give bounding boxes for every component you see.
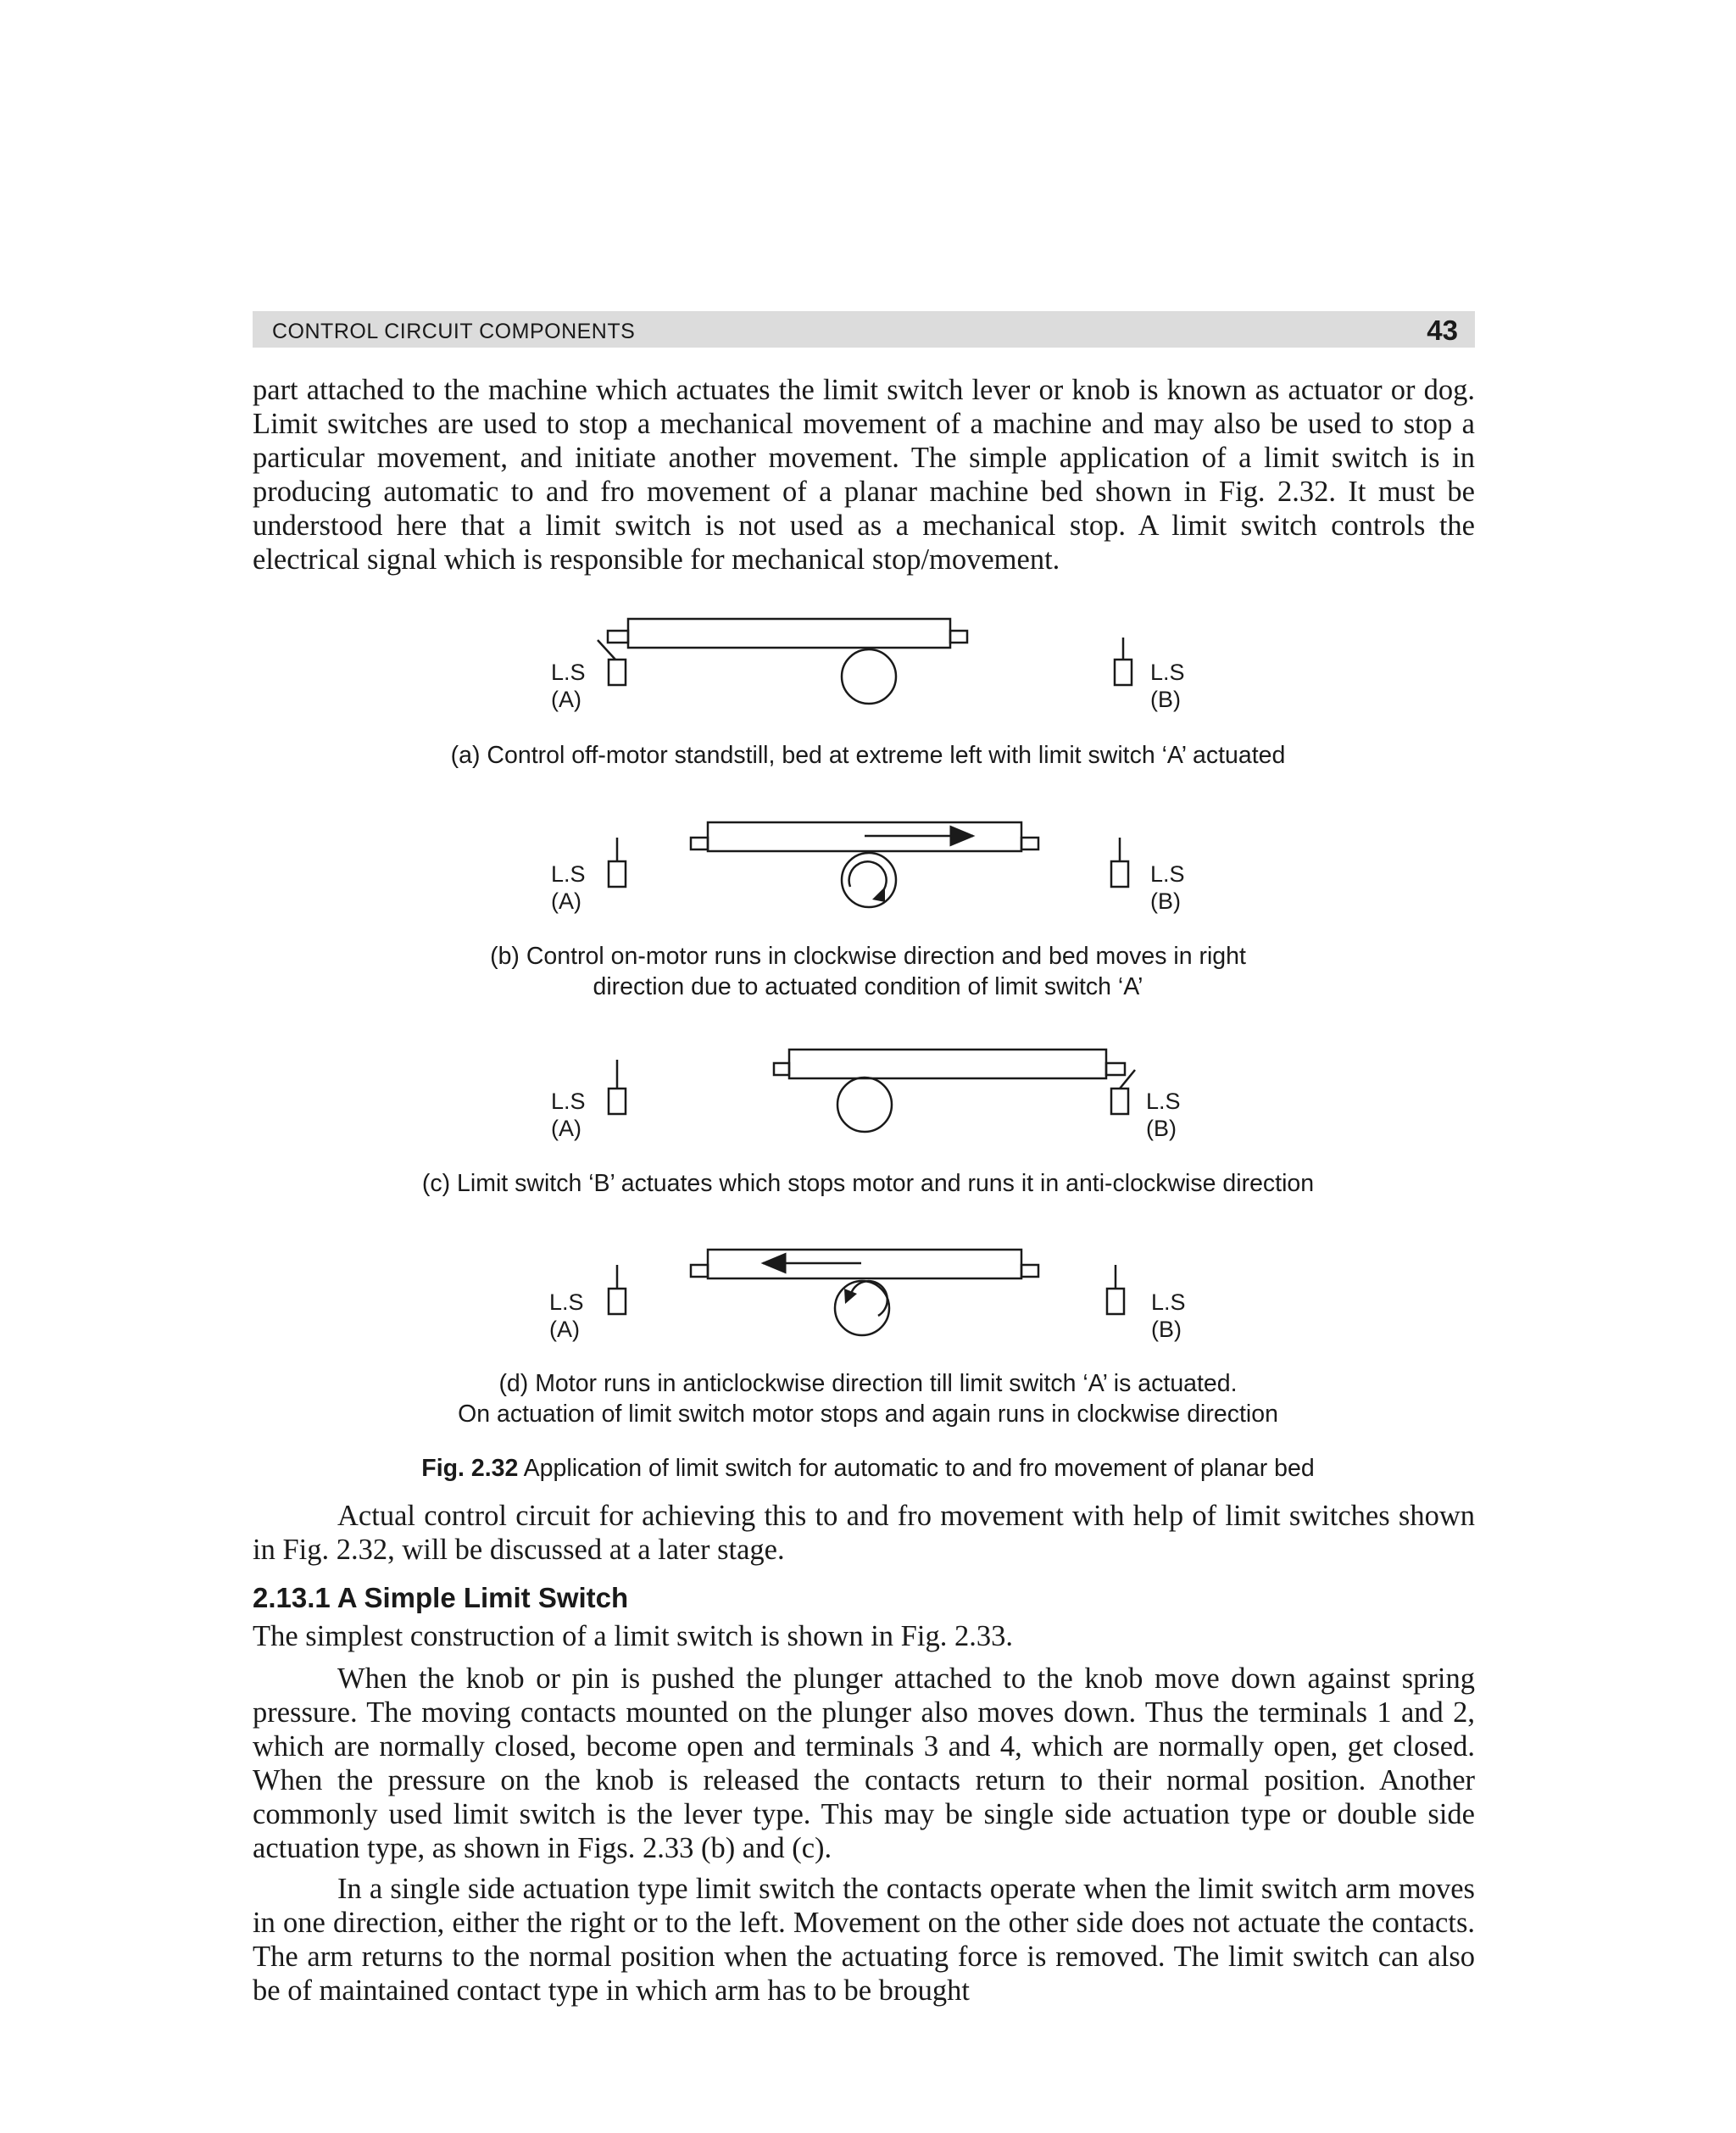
panel-c-caption — [0, 1168, 1736, 1199]
anticlockwise-arrow-icon — [850, 1281, 887, 1316]
bed-left-tab — [774, 1063, 789, 1075]
ls-b-label: (B) — [1146, 1116, 1177, 1141]
ls-label-b: L.S — [1150, 660, 1185, 685]
paragraph-knob: When the knob or pin is pushed the plunger attached to the knob move down against spring pressure. The moving contacts mounted on the plunger also moves down. Thus the terminals 1 and 2, which are normally closed, become open and terminals 3 and 4, which are normally open, get closed. When the pressure on the knob is released the contacts return to their normal position. Another commonly used limit switch is the lever type. This may be single side actuation type or double side actuation type, as shown in Figs. 2.33 (b) and (c). — [253, 1662, 1475, 1864]
panel-a-caption — [0, 740, 1736, 771]
page-number: 43 — [1427, 315, 1458, 346]
panel-a-diagram — [551, 619, 1185, 712]
caption-line: (b) Control on-motor runs in clockwise direction and bed moves in right — [490, 943, 1246, 970]
ls-label-b: L.S — [1150, 861, 1185, 887]
figure-caption — [0, 1455, 1736, 1483]
limit-switch-a — [609, 1289, 626, 1314]
limit-switch-b — [1111, 861, 1128, 887]
ls-label-b: L.S — [1151, 1289, 1186, 1315]
bed-right-tab — [1021, 838, 1038, 849]
limit-switch-a — [609, 660, 626, 685]
clockwise-arrow-icon — [849, 861, 887, 894]
planar-bed — [708, 1250, 1021, 1278]
motor — [842, 649, 896, 704]
planar-bed — [628, 619, 950, 648]
limit-switch-b — [1111, 1089, 1128, 1114]
after-figure-paragraph: Actual control circuit for achieving this to and fro movement with help of limit switches shown in Fig. 2.32, will be discussed at a later stage. — [253, 1500, 1475, 1566]
ls-b-label: (B) — [1150, 687, 1181, 712]
figure-label: Fig. 2.32 — [421, 1455, 519, 1482]
ls-a-label: (A) — [549, 1317, 580, 1342]
panel-c-diagram — [551, 1050, 1181, 1141]
ls-label-a: L.S — [551, 660, 586, 685]
figure-caption-text: Application of limit switch for automatic to and fro movement of planar bed — [518, 1455, 1315, 1482]
motor — [835, 1281, 889, 1335]
caption-line: (d) Motor runs in anticlockwise direction till limit switch ‘A’ is actuated. — [498, 1370, 1238, 1397]
panel-d-diagram — [549, 1250, 1186, 1342]
section-intro: The simplest construction of a limit switch is shown in Fig. 2.33. — [253, 1620, 1013, 1652]
caption-line: direction due to actuated condition of limit switch ‘A’ — [593, 973, 1143, 1000]
intro-paragraph: part attached to the machine which actuates the limit switch lever or knob is known as actuator or dog. Limit switches are used to stop a mechanical movement of a machine and may also be used to stop a particular movement, and initiate another movement. The simple application of a limit switch is in producing automatic to and fro movement of a planar machine bed shown in Fig. 2.32. It must be understood here that a limit switch is not used as a mechanical stop. A limit switch controls the electrical signal which is responsible for mechanical stop/movement. — [253, 374, 1475, 576]
bed-right-tab — [1106, 1063, 1125, 1075]
ls-a-label: (A) — [551, 1116, 581, 1141]
bed-right-tab — [950, 631, 967, 643]
caption-line: (a) Control off-motor standstill, bed at extreme left with limit switch ‘A’ actuated — [450, 742, 1286, 769]
motor — [837, 1078, 892, 1132]
ls-b-label: (B) — [1150, 888, 1181, 914]
caption-line: (c) Limit switch ‘B’ actuates which stops motor and runs it in anti-clockwise direction — [421, 1170, 1315, 1197]
bed-left-tab — [691, 1265, 708, 1277]
bed-left-tab — [691, 838, 708, 849]
limit-switch-a — [609, 861, 626, 887]
ls-b-label: (B) — [1151, 1317, 1182, 1342]
panel-b-caption — [0, 941, 1736, 1002]
caption-line: On actuation of limit switch motor stops and again runs in clockwise direction — [458, 1401, 1278, 1428]
panel-b-diagram — [551, 822, 1185, 914]
ls-a-label: (A) — [551, 888, 581, 914]
planar-bed — [789, 1050, 1106, 1078]
ls-label-a: L.S — [551, 861, 586, 887]
ls-a-label: (A) — [551, 687, 581, 712]
bed-right-tab — [1021, 1265, 1038, 1277]
limit-switch-a — [609, 1089, 626, 1114]
bed-left-tab — [608, 631, 628, 643]
ls-label-a: L.S — [551, 1089, 586, 1114]
paragraph-single-side: In a single side actuation type limit switch the contacts operate when the limit switch arm moves in one direction, either the right or to the left. Movement on the other side does not actuate the contacts. The arm returns to the normal position when the actuating force is removed. The limit switch can also be of maintained contact type in which arm has to be brought — [253, 1873, 1475, 2007]
limit-switch-b-lever-actuated — [1120, 1070, 1135, 1089]
ls-label-a: L.S — [549, 1289, 584, 1315]
section-heading: 2.13.1 A Simple Limit Switch — [253, 1582, 629, 1613]
limit-switch-b — [1115, 660, 1132, 685]
running-title: CONTROL CIRCUIT COMPONENTS — [272, 320, 636, 343]
panel-d-caption — [0, 1368, 1736, 1429]
ls-label-b: L.S — [1146, 1089, 1181, 1114]
limit-switch-b — [1107, 1289, 1124, 1314]
